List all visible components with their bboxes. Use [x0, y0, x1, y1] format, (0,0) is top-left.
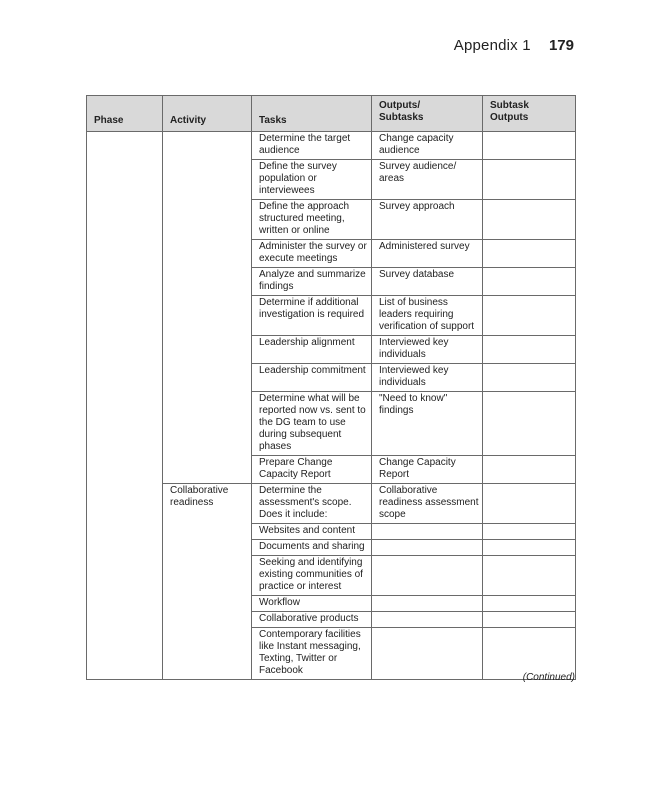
- activity-cell: Collaborative readiness: [163, 484, 252, 680]
- task-cell: Determine if additional investigation is required: [252, 296, 372, 336]
- output-cell: List of business leaders requiring verification of support: [372, 296, 483, 336]
- phase-cell: [87, 132, 163, 680]
- output-cell: Administered survey: [372, 240, 483, 268]
- task-cell: Documents and sharing: [252, 540, 372, 556]
- output-cell: [372, 524, 483, 540]
- col-header-tasks: Tasks: [252, 96, 372, 132]
- col-header-activity: Activity: [163, 96, 252, 132]
- col-header-subtask-line2: Outputs: [490, 112, 529, 123]
- output-cell: Collaborative readiness assessment scope: [372, 484, 483, 524]
- output-cell: Change Capacity Report: [372, 456, 483, 484]
- subtask-output-cell: [483, 296, 576, 336]
- task-cell: Leadership alignment: [252, 336, 372, 364]
- output-cell: "Need to know" findings: [372, 392, 483, 456]
- task-cell: Contemporary facilities like Instant messaging, Texting, Twitter or Facebook: [252, 628, 372, 680]
- col-header-outputs-line2: Subtasks: [379, 112, 424, 123]
- table-header-row: [87, 96, 576, 132]
- col-header-phase: Phase: [87, 96, 163, 132]
- task-cell: Websites and content: [252, 524, 372, 540]
- output-cell: Survey audience/ areas: [372, 160, 483, 200]
- output-cell: [372, 612, 483, 628]
- task-cell: Workflow: [252, 596, 372, 612]
- subtask-output-cell: [483, 556, 576, 596]
- continued-note: (Continued): [522, 672, 575, 683]
- col-header-subtask-outputs: [483, 96, 576, 132]
- page-number: 179: [548, 37, 574, 54]
- output-cell: [372, 628, 483, 680]
- output-cell: [372, 556, 483, 596]
- col-header-subtask-line1: Subtask: [490, 100, 529, 111]
- task-cell: Administer the survey or execute meetings: [252, 240, 372, 268]
- subtask-output-cell: [483, 540, 576, 556]
- subtask-output-cell: [483, 336, 576, 364]
- subtask-output-cell: [483, 200, 576, 240]
- activity-cell-empty: [163, 132, 252, 484]
- subtask-output-cell: [483, 268, 576, 296]
- output-cell: Interviewed key individuals: [372, 364, 483, 392]
- output-cell: Survey database: [372, 268, 483, 296]
- subtask-output-cell: [483, 524, 576, 540]
- col-header-outputs-line1: Outputs/: [379, 100, 421, 111]
- subtask-output-cell: [483, 132, 576, 160]
- task-cell: Collaborative products: [252, 612, 372, 628]
- task-cell: Seeking and identifying existing communities of practice or interest: [252, 556, 372, 596]
- running-header: [454, 37, 574, 54]
- subtask-output-cell: [483, 160, 576, 200]
- task-cell: Define the survey population or interviewees: [252, 160, 372, 200]
- col-header-outputs: [372, 96, 483, 132]
- task-cell: Define the approach structured meeting, written or online: [252, 200, 372, 240]
- task-cell: Determine the target audience: [252, 132, 372, 160]
- task-cell: Determine what will be reported now vs. sent to the DG team to use during subsequent phases: [252, 392, 372, 456]
- output-cell: [372, 596, 483, 612]
- subtask-output-cell: [483, 612, 576, 628]
- task-cell: Prepare Change Capacity Report: [252, 456, 372, 484]
- subtask-output-cell: [483, 456, 576, 484]
- table-row: [87, 132, 576, 160]
- subtask-output-cell: [483, 596, 576, 612]
- subtask-output-cell: [483, 392, 576, 456]
- appendix-table: [86, 95, 576, 680]
- output-cell: [372, 540, 483, 556]
- output-cell: Survey approach: [372, 200, 483, 240]
- task-cell: Leadership commitment: [252, 364, 372, 392]
- appendix-label: Appendix 1: [453, 37, 531, 54]
- output-cell: Interviewed key individuals: [372, 336, 483, 364]
- output-cell: Change capacity audience: [372, 132, 483, 160]
- subtask-output-cell: [483, 484, 576, 524]
- subtask-output-cell: [483, 364, 576, 392]
- subtask-output-cell: [483, 240, 576, 268]
- task-cell: Determine the assessment's scope. Does it include:: [252, 484, 372, 524]
- task-cell: Analyze and summarize findings: [252, 268, 372, 296]
